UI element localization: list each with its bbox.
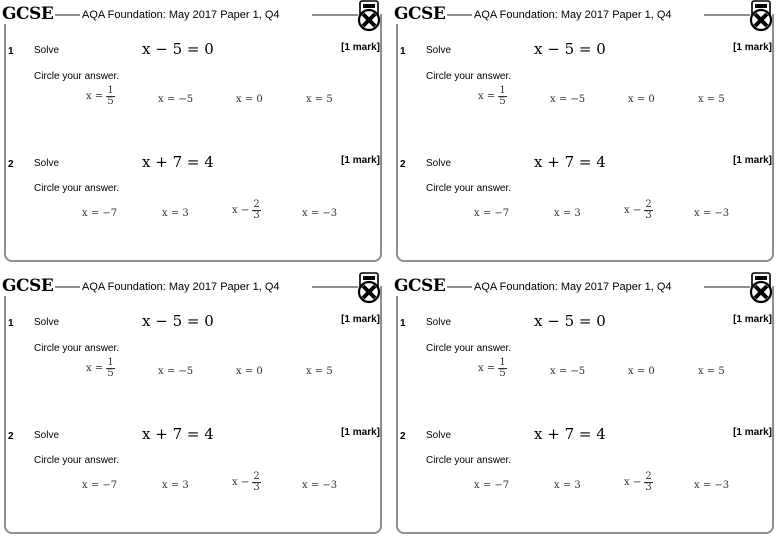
answer-option[interactable]: x = −5 (550, 94, 586, 105)
question-instruction: Solve (426, 158, 452, 169)
answer-option[interactable]: x = −7 (474, 208, 510, 219)
calculator-crossed-icon (356, 0, 382, 32)
header-rule-right (704, 286, 750, 288)
equation: x + 7 = 4 (534, 425, 606, 443)
answer-option[interactable]: x = $\frac{1}{5}$ (478, 85, 506, 107)
answer-option[interactable]: x = 5 (306, 366, 333, 377)
circle-prompt: Circle your answer. (426, 455, 512, 466)
question-instruction: Solve (34, 45, 60, 56)
question-instruction: Solve (426, 430, 452, 441)
marks-label: [1 mark] (733, 427, 772, 438)
circle-prompt: Circle your answer. (426, 343, 512, 354)
header-rule-right (704, 14, 750, 16)
answer-option[interactable]: x = 3 (554, 480, 581, 491)
answer-option[interactable]: x = −7 (82, 208, 118, 219)
answer-option[interactable]: x − $\frac{2}{3}$ (232, 471, 260, 493)
worksheet-card (392, 272, 778, 538)
answer-option[interactable]: x = 5 (306, 94, 333, 105)
worksheet-card (392, 0, 778, 266)
marks-label: [1 mark] (341, 42, 380, 53)
equation: x − 5 = 0 (534, 312, 606, 330)
paper-reference: AQA Foundation: May 2017 Paper 1, Q4 (82, 281, 280, 293)
marks-label: [1 mark] (341, 427, 380, 438)
question-number: 1 (8, 318, 14, 329)
question-number: 1 (400, 46, 406, 57)
fraction: $\frac{2}{3}$ (645, 199, 652, 221)
answer-option[interactable]: x = 5 (698, 94, 725, 105)
fraction: $\frac{1}{5}$ (499, 85, 506, 107)
answer-option[interactable]: x = −3 (694, 480, 730, 491)
equation: x + 7 = 4 (142, 153, 214, 171)
worksheet-card (0, 0, 386, 266)
fraction: $\frac{2}{3}$ (253, 199, 260, 221)
paper-reference: AQA Foundation: May 2017 Paper 1, Q4 (474, 281, 672, 293)
equation: x − 5 = 0 (534, 40, 606, 58)
circle-prompt: Circle your answer. (34, 71, 120, 82)
answer-option[interactable]: x = 0 (236, 94, 263, 105)
answer-option[interactable]: x = −3 (694, 208, 730, 219)
gcse-logo: GCSE (2, 276, 54, 296)
answer-option[interactable]: x = 5 (698, 366, 725, 377)
answer-option[interactable]: x = −3 (302, 208, 338, 219)
answer-option[interactable]: x − $\frac{2}{3}$ (232, 199, 260, 221)
circle-prompt: Circle your answer. (426, 71, 512, 82)
question-instruction: Solve (34, 317, 60, 328)
question-number: 2 (400, 431, 406, 442)
answer-option[interactable]: x = 0 (628, 94, 655, 105)
answer-option[interactable]: x = −7 (82, 480, 118, 491)
question-number: 2 (8, 159, 14, 170)
answer-option[interactable]: x = 0 (236, 366, 263, 377)
worksheet-card (0, 272, 386, 538)
question-number: 2 (400, 159, 406, 170)
equation: x − 5 = 0 (142, 40, 214, 58)
circle-prompt: Circle your answer. (34, 183, 120, 194)
fraction: $\frac{1}{5}$ (499, 357, 506, 379)
gcse-logo: GCSE (394, 4, 446, 24)
answer-option[interactable]: x = −3 (302, 480, 338, 491)
calculator-crossed-icon (748, 0, 774, 32)
equation: x + 7 = 4 (534, 153, 606, 171)
fraction: $\frac{2}{3}$ (645, 471, 652, 493)
paper-reference: AQA Foundation: May 2017 Paper 1, Q4 (82, 9, 280, 21)
equation: x + 7 = 4 (142, 425, 214, 443)
answer-option[interactable]: x = 3 (554, 208, 581, 219)
answer-option[interactable]: x − $\frac{2}{3}$ (624, 199, 652, 221)
answer-option[interactable]: x = $\frac{1}{5}$ (86, 85, 114, 107)
answer-option[interactable]: x = $\frac{1}{5}$ (478, 357, 506, 379)
question-instruction: Solve (426, 45, 452, 56)
fraction: $\frac{1}{5}$ (107, 85, 114, 107)
header-rule-right (312, 14, 358, 16)
marks-label: [1 mark] (341, 314, 380, 325)
question-number: 1 (400, 318, 406, 329)
answer-option[interactable]: x = $\frac{1}{5}$ (86, 357, 114, 379)
header-rule-right (312, 286, 358, 288)
answer-option[interactable]: x = −5 (158, 94, 194, 105)
marks-label: [1 mark] (733, 314, 772, 325)
marks-label: [1 mark] (341, 155, 380, 166)
marks-label: [1 mark] (733, 155, 772, 166)
question-instruction: Solve (34, 158, 60, 169)
fraction: $\frac{1}{5}$ (107, 357, 114, 379)
equation: x − 5 = 0 (142, 312, 214, 330)
paper-reference: AQA Foundation: May 2017 Paper 1, Q4 (474, 9, 672, 21)
circle-prompt: Circle your answer. (34, 455, 120, 466)
question-number: 1 (8, 46, 14, 57)
answer-option[interactable]: x = −5 (550, 366, 586, 377)
answer-option[interactable]: x = 3 (162, 480, 189, 491)
marks-label: [1 mark] (733, 42, 772, 53)
answer-option[interactable]: x = 0 (628, 366, 655, 377)
gcse-logo: GCSE (394, 276, 446, 296)
circle-prompt: Circle your answer. (426, 183, 512, 194)
answer-option[interactable]: x = −7 (474, 480, 510, 491)
question-instruction: Solve (34, 430, 60, 441)
circle-prompt: Circle your answer. (34, 343, 120, 354)
calculator-crossed-icon (356, 272, 382, 304)
answer-option[interactable]: x = 3 (162, 208, 189, 219)
answer-option[interactable]: x − $\frac{2}{3}$ (624, 471, 652, 493)
calculator-crossed-icon (748, 272, 774, 304)
answer-option[interactable]: x = −5 (158, 366, 194, 377)
question-instruction: Solve (426, 317, 452, 328)
question-number: 2 (8, 431, 14, 442)
fraction: $\frac{2}{3}$ (253, 471, 260, 493)
gcse-logo: GCSE (2, 4, 54, 24)
